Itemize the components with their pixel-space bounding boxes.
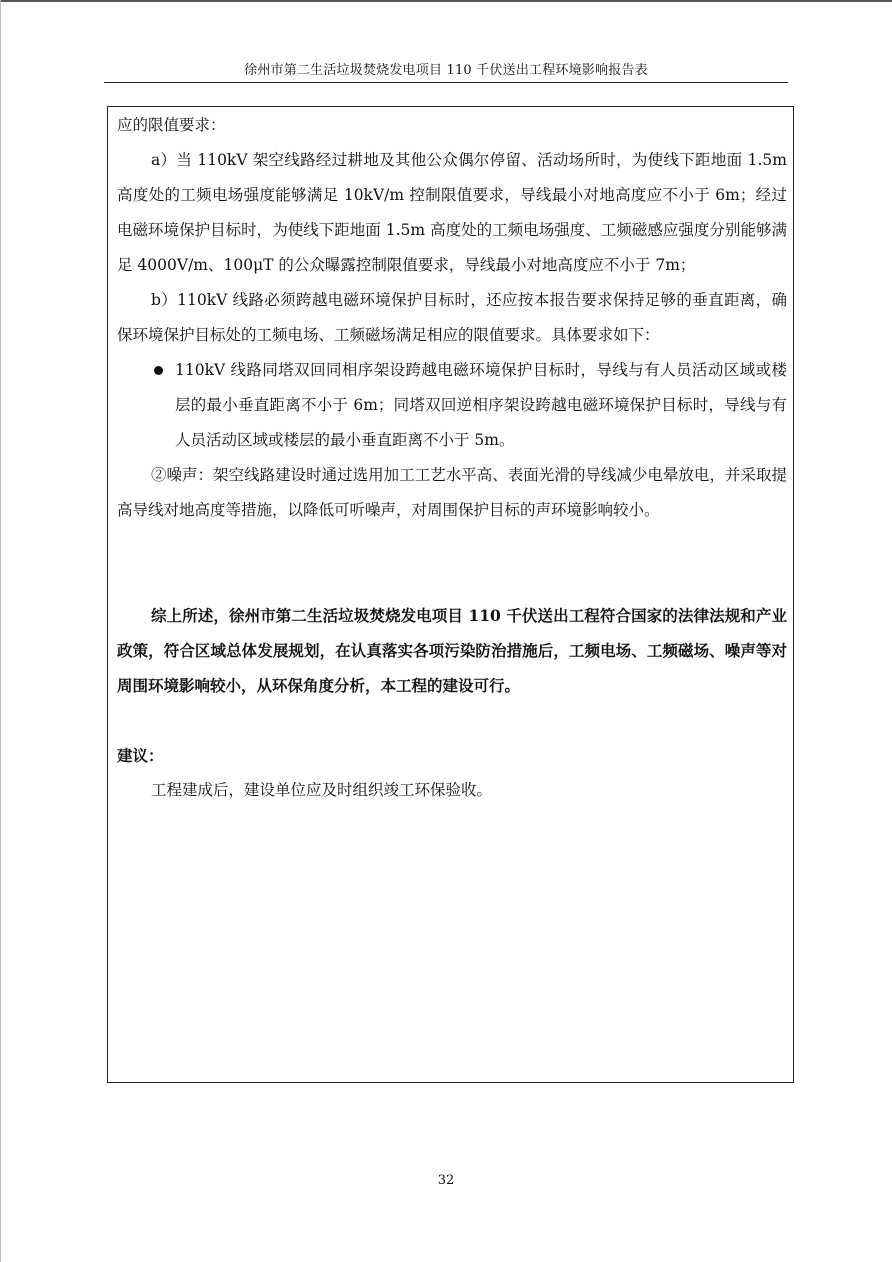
suggestion-heading: 建议： [117, 746, 164, 765]
spacer [117, 703, 787, 738]
bullet-list-item [117, 353, 787, 458]
report-header-title: 徐州市第二生活垃圾焚烧发电项目 110 千伏送出工程环境影响报告表 [244, 63, 648, 78]
suggestion-paragraph: 工程建成后，建设单位应及时组织竣工环保验收。 [151, 781, 493, 799]
page-top-edge [0, 0, 892, 2]
header-divider [104, 82, 788, 83]
page-number: 32 [437, 1173, 455, 1188]
noise-paragraph: ②噪声：架空线路建设时通过选用加工工艺水平高、表面光滑的导线减少电晕放电，并采取提高导线对地高度等措施，以降低可听噪声，对周围保护目标的声环境影响较小。 [117, 466, 787, 519]
report-body [117, 108, 787, 808]
spacer [117, 528, 787, 598]
page-left-edge [0, 0, 1, 1262]
requirement-a-paragraph: a）当 110kV 架空线路经过耕地及其他公众偶尔停留、活动场所时，为使线下距地面 1.5m 高度处的工频电场强度能够满足 10kV/m 控制限值要求，导线最小对地高度应不小于 6m；经过电磁环境保护目标时，为使线下距地面 1.5m 高度处的工频电场强度、工频磁感应强度分别能够满足 4000V/m、100μT 的公众曝露控制限值要求，导线最小对地高度应不小于 7m； [117, 151, 787, 274]
bullet-dot-icon [154, 366, 163, 375]
conclusion-paragraph: 综上所述，徐州市第二生活垃圾焚烧发电项目 110 千伏送出工程符合国家的法律法规和产业政策，符合区域总体发展规划，在认真落实各项污染防治措施后，工频电场、工频磁场、噪声等对周围环境影响较小，从环保角度分析，本工程的建设可行。 [117, 606, 787, 695]
bullet-item-text: 110kV 线路同塔双回同相序架设跨越电磁环境保护目标时，导线与有人员活动区域或楼层的最小垂直距离不小于 6m；同塔双回逆相序架设跨越电磁环境保护目标时，导线与有人员活动区域或楼层的最小垂直距离不小于 5m。 [175, 361, 787, 449]
requirement-b-paragraph: b）110kV 线路必须跨越电磁环境保护目标时，还应按本报告要求保持足够的垂直距离，确保环境保护目标处的工频电场、工频磁场满足相应的限值要求。具体要求如下： [117, 291, 787, 344]
continuation-paragraph: 应的限值要求： [117, 116, 226, 134]
